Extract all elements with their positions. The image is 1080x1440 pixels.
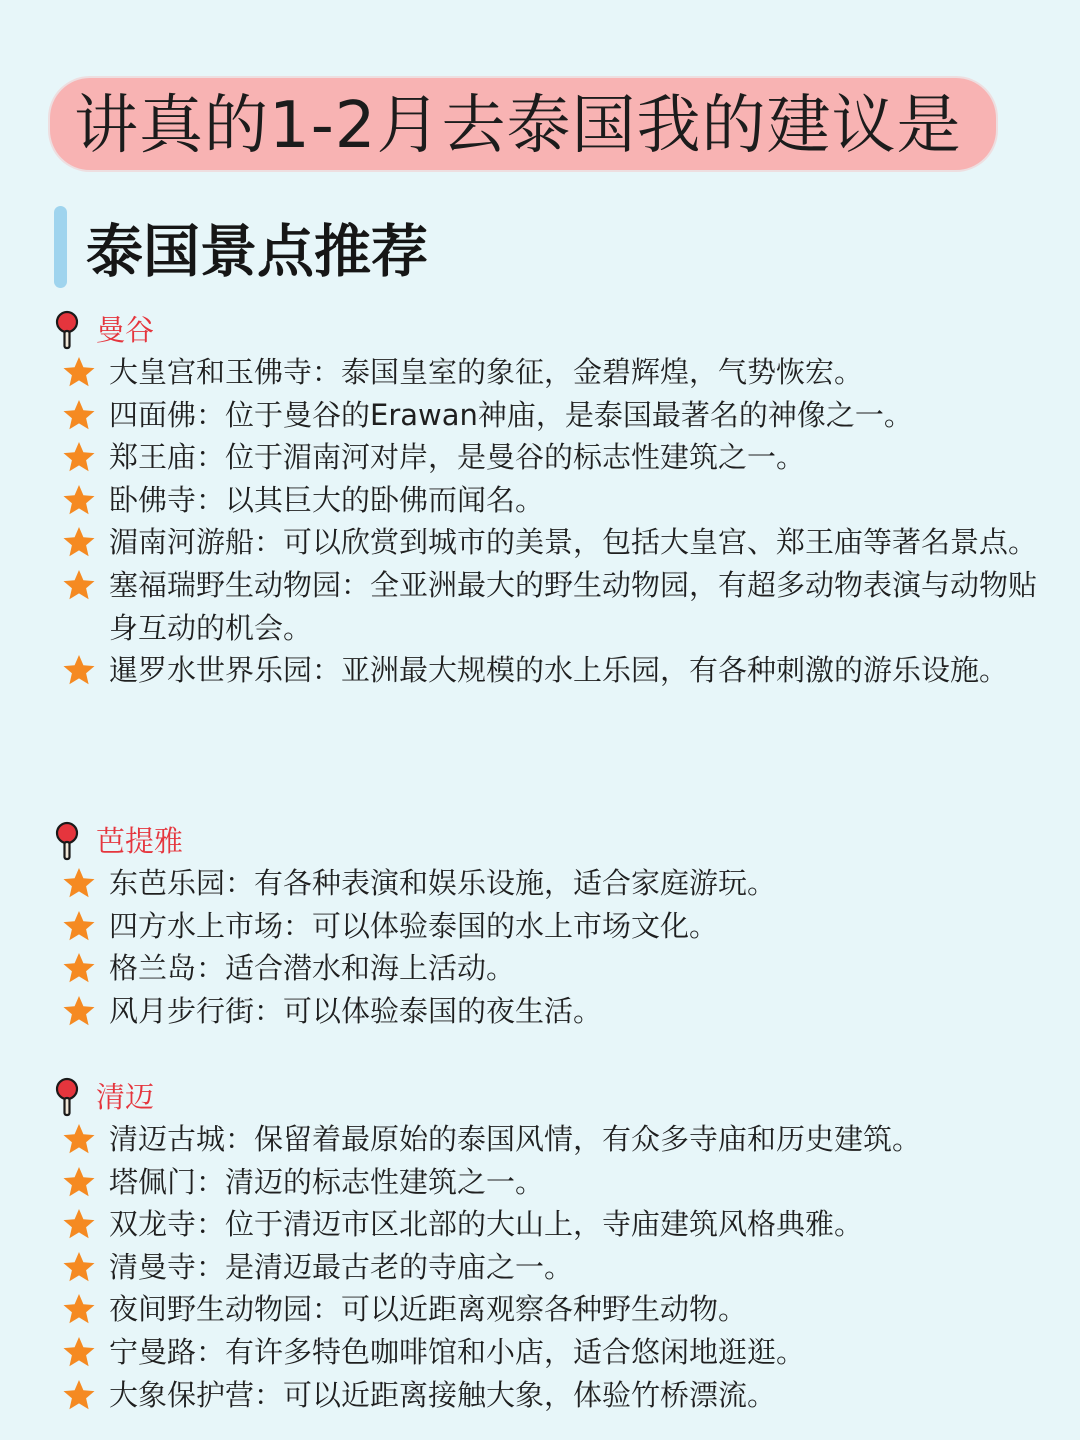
item-text: 四方水上市场：可以体验泰国的水上市场文化。: [109, 908, 719, 943]
item-text: 卧佛寺：以其巨大的卧佛而闻名。: [109, 482, 545, 517]
list-item: [52, 351, 1052, 394]
star-icon: [62, 1335, 96, 1369]
attraction-list: [52, 862, 1052, 1032]
map-pin-icon: [52, 821, 82, 861]
star-icon: [62, 1378, 96, 1412]
item-text: 大象保护营：可以近距离接触大象，体验竹桥漂流。: [109, 1377, 777, 1412]
list-item: [52, 1203, 1052, 1246]
section-accent-bar: [54, 206, 67, 288]
list-item: [52, 564, 1052, 649]
list-item: [52, 521, 1052, 564]
star-icon: [62, 1122, 96, 1156]
city-header: [52, 820, 1052, 862]
item-text: 郑王庙：位于湄南河对岸，是曼谷的标志性建筑之一。: [109, 440, 806, 475]
item-text: 四面佛：位于曼谷的Erawan神庙，是泰国最著名的神像之一。: [109, 397, 913, 432]
list-item: [52, 394, 1052, 437]
city-header: [52, 309, 1052, 351]
item-text: 清迈古城：保留着最原始的泰国风情，有众多寺庙和历史建筑。: [109, 1122, 922, 1156]
city-header: [52, 1076, 1052, 1118]
star-icon: [62, 355, 96, 389]
item-text: 东芭乐园：有各种表演和娱乐设施，适合家庭游玩。: [109, 866, 777, 900]
attraction-list: [52, 351, 1052, 692]
star-icon: [62, 568, 96, 602]
city-section-bangkok: [52, 309, 1052, 692]
item-text: 宁曼路：有许多特色咖啡馆和小店，适合悠闲地逛逛。: [109, 1334, 806, 1369]
list-item: [52, 862, 1052, 905]
item-text: 暹罗水世界乐园：亚洲最大规模的水上乐园，有各种刺激的游乐设施。: [109, 653, 1009, 688]
item-text: 格兰岛：适合潜水和海上活动。: [109, 951, 516, 986]
item-text: 大皇宫和玉佛寺：泰国皇室的象征，金碧辉煌，气势恢宏。: [109, 355, 864, 389]
star-icon: [62, 951, 96, 985]
city-name: 芭提雅: [96, 824, 184, 858]
list-item: [52, 947, 1052, 990]
item-text: 双龙寺：位于清迈市区北部的大山上，寺庙建筑风格典雅。: [109, 1207, 864, 1242]
item-text: 塔佩门：清迈的标志性建筑之一。: [109, 1164, 545, 1199]
page-title: 讲真的1-2月去泰国我的建议是: [74, 89, 962, 163]
star-icon: [62, 440, 96, 474]
star-icon: [62, 483, 96, 517]
list-item: [52, 479, 1052, 522]
list-item: [52, 1118, 1052, 1161]
list-item: [52, 649, 1052, 692]
list-item: [52, 1374, 1052, 1417]
city-section-chiangmai: [52, 1076, 1052, 1416]
list-item: [52, 1288, 1052, 1331]
star-icon: [62, 398, 96, 432]
item-text: 夜间野生动物园：可以近距离观察各种野生动物。: [109, 1292, 748, 1327]
map-pin-icon: [52, 310, 82, 350]
list-item: [52, 1331, 1052, 1374]
section-title: 泰国景点推荐: [86, 219, 428, 285]
star-icon: [62, 525, 96, 559]
star-icon: [62, 866, 96, 900]
star-icon: [62, 994, 96, 1028]
list-item: [52, 990, 1052, 1033]
city-section-pattaya: [52, 820, 1052, 1032]
star-icon: [62, 1292, 96, 1326]
star-icon: [62, 1250, 96, 1284]
star-icon: [62, 653, 96, 687]
star-icon: [62, 1207, 96, 1241]
star-icon: [62, 909, 96, 943]
item-text: 清曼寺：是清迈最古老的寺庙之一。: [109, 1249, 574, 1284]
city-name: 清迈: [96, 1080, 155, 1114]
star-icon: [62, 1165, 96, 1199]
list-item: [52, 905, 1052, 948]
list-item: [52, 1246, 1052, 1289]
attraction-list: [52, 1118, 1052, 1416]
list-item: [52, 436, 1052, 479]
item-text: 湄南河游船：可以欣赏到城市的美景，包括大皇宫、郑王庙等著名景点。: [109, 525, 1038, 560]
item-text: 风月步行街：可以体验泰国的夜生活。: [109, 993, 603, 1028]
map-pin-icon: [52, 1077, 82, 1117]
city-name: 曼谷: [96, 313, 155, 347]
item-text: 塞福瑞野生动物园：全亚洲最大的野生动物园，有超多动物表演与动物贴身互动的机会。: [109, 567, 1038, 645]
list-item: [52, 1161, 1052, 1204]
